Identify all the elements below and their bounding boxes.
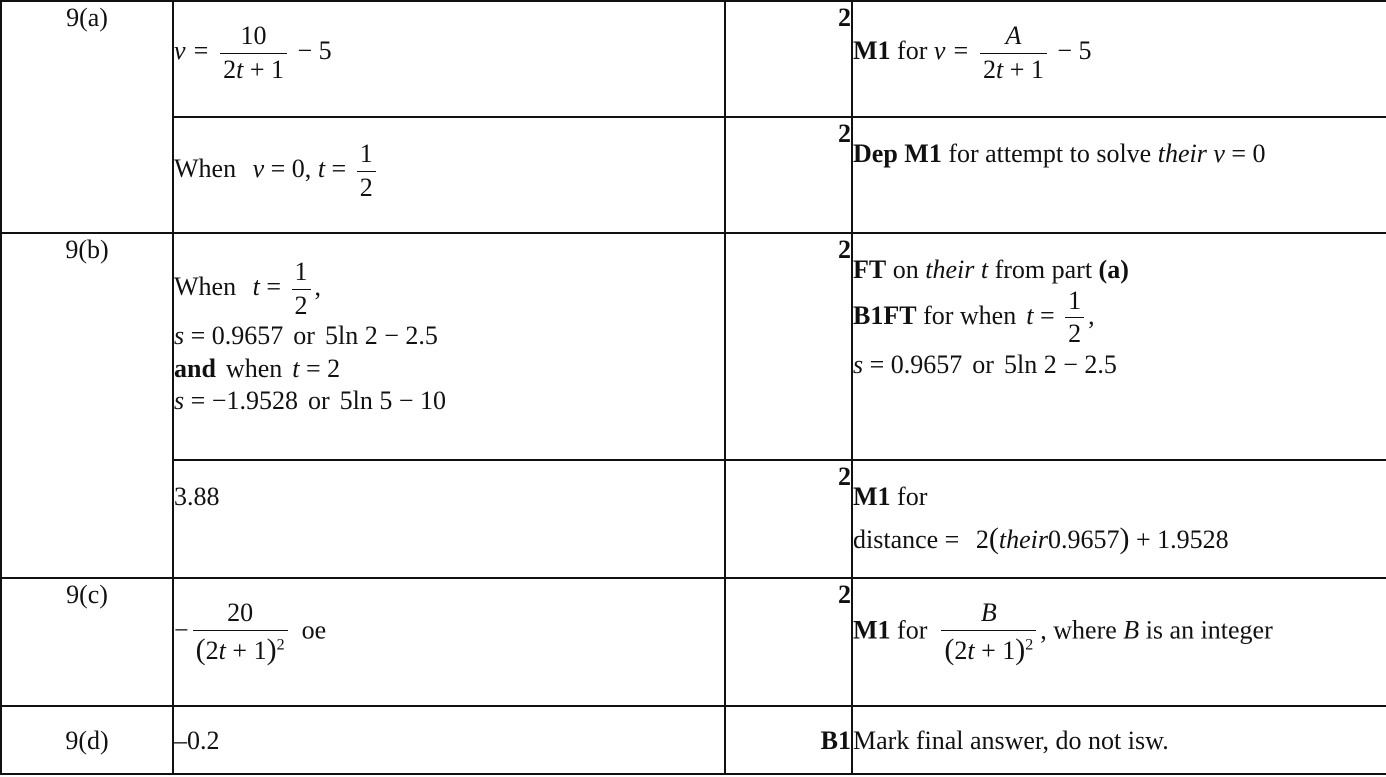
fraction-numerator: 1 [294, 257, 308, 286]
alt-value: 5ln 2 − 2.5 [1003, 349, 1117, 379]
guidance-cell [852, 1, 1386, 117]
fraction-denominator: 2 [292, 289, 311, 321]
guidance-text: Mark final answer, do not isw. [853, 726, 1169, 755]
var-v: v [252, 154, 265, 184]
expr-const: + 1.9528 [1129, 524, 1229, 554]
question-number: 9(d) [65, 726, 109, 755]
expr-coef: 2 [975, 524, 989, 554]
question-cell [1, 1, 173, 233]
table-row [1, 578, 1386, 706]
guidance-cell [852, 578, 1386, 706]
value: = −1.9528 [184, 386, 298, 416]
answer-fraction [220, 22, 287, 84]
guidance-mark-code: Dep M1 [853, 139, 942, 168]
fraction-numerator: 20 [227, 598, 254, 627]
guidance-fraction [980, 22, 1047, 84]
answer-line [174, 258, 724, 320]
mark-cell [725, 460, 852, 578]
fraction-denominator: 2 [357, 171, 376, 203]
guidance-text: , where [1040, 615, 1124, 645]
answer-line [174, 353, 724, 386]
mark-cell [725, 706, 852, 774]
var-t: t [292, 353, 300, 383]
or-text: or [972, 349, 994, 379]
or-text: or [307, 386, 330, 416]
guidance-cell [852, 706, 1386, 774]
answer-prefix: When [174, 272, 237, 302]
fraction-denominator [220, 53, 287, 85]
answer-prefix: When [174, 154, 237, 184]
guidance-mark-code: M1 [853, 482, 891, 511]
den-coef: 2 [954, 635, 968, 665]
guidance-line [853, 481, 1386, 514]
expr-value: 0.9657 [1047, 524, 1120, 554]
guidance-fraction [941, 599, 1036, 666]
question-number: 9(b) [65, 235, 109, 264]
guidance-lhs: v = [933, 36, 970, 66]
question-cell [1, 578, 173, 706]
eq: = [325, 154, 347, 184]
guidance-their: their [998, 524, 1048, 554]
var-t: t [317, 154, 326, 184]
answer-value: 3.88 [174, 482, 220, 511]
den-var: t [218, 635, 226, 665]
mark-value: 2 [838, 119, 851, 148]
mark-cell [725, 1, 852, 117]
guidance-part-ref: (a) [1098, 255, 1129, 284]
table-row [1, 706, 1386, 774]
answer-value: –0.2 [174, 726, 220, 755]
guidance-line [853, 349, 1386, 382]
mark-value: 2 [838, 3, 851, 32]
guidance-line: distance = 2(their0.9657) + 1.9528 [853, 521, 1229, 555]
fraction-denominator: $(2t + 1)^2$ [193, 630, 288, 666]
den-coef: 2 [223, 54, 237, 84]
fraction-denominator: $(2t + 1)^2$ [941, 630, 1036, 666]
mark-value: B1 [820, 726, 851, 755]
guidance-text: for when [916, 300, 1017, 330]
answer-cell [173, 117, 725, 233]
value: = 0.9657 [184, 321, 284, 351]
den-const: + 1 [243, 54, 284, 84]
guidance-cell [852, 233, 1386, 460]
den-coef: 2 [205, 635, 219, 665]
guidance-mark-code: M1 [853, 615, 891, 645]
den-var: t [995, 54, 1004, 84]
eq: = [259, 272, 281, 302]
question-number: 9(a) [66, 3, 108, 32]
eq: = [1033, 300, 1055, 330]
comma: , [314, 272, 321, 302]
mark-value: 2 [838, 462, 851, 491]
answer-cell [173, 578, 725, 706]
guidance-cell [852, 460, 1386, 578]
var-t: t [252, 272, 260, 302]
oe-text: oe [301, 615, 327, 645]
comma: , [1088, 300, 1095, 330]
minus-sign: − [174, 615, 189, 645]
fraction-numerator: 1 [359, 139, 373, 168]
den-exponent: 2 [1025, 635, 1034, 653]
table-row [1, 1, 1386, 117]
den-exponent: 2 [276, 635, 285, 653]
var-b: B [1123, 615, 1140, 645]
guidance-mark-code: M1 [853, 36, 891, 66]
mark-value: 2 [838, 580, 851, 609]
den-var: t [236, 54, 244, 84]
fraction-numerator: 10 [240, 21, 267, 50]
question-cell [1, 233, 173, 578]
answer-cell [173, 1, 725, 117]
guidance-text: for [890, 36, 934, 66]
eq-zero: = 0, [264, 154, 312, 184]
guidance-line [853, 254, 1386, 287]
guidance-text: for attempt to solve [941, 139, 1158, 168]
mark-cell [725, 233, 852, 460]
answer-fraction [357, 140, 376, 202]
guidance-text: is an integer [1139, 615, 1273, 645]
alt-value: 5ln 2 − 2.5 [324, 321, 438, 351]
mark-value: 2 [838, 235, 851, 264]
answer-cell [173, 460, 725, 578]
fraction-denominator: 2 [1065, 317, 1084, 349]
guidance-text: for [890, 615, 928, 645]
answer-cell [173, 706, 725, 774]
fraction-denominator [980, 53, 1047, 85]
den-var: t [967, 635, 975, 665]
guidance-text: for [890, 482, 928, 511]
value: = 2 [299, 353, 341, 383]
den-const: + 1 [974, 635, 1016, 665]
var-s: s [853, 349, 864, 379]
fraction-numerator: 1 [1068, 285, 1082, 315]
and-text: and [174, 353, 216, 383]
answer-tail: − 5 [297, 36, 332, 66]
var-t: t [1026, 300, 1034, 330]
answer-cell [173, 233, 725, 460]
guidance-mark-code: B1FT [853, 300, 917, 330]
table-row [1, 117, 1386, 233]
distance-label: distance = [853, 524, 966, 554]
answer-fraction [292, 258, 311, 320]
question-cell [1, 706, 173, 774]
guidance-text-end: = 0 [1224, 139, 1266, 168]
guidance-fraction [1065, 287, 1084, 349]
guidance-their: their [1157, 139, 1207, 168]
answer-fraction [193, 599, 288, 666]
table-row [1, 233, 1386, 460]
when-text: when [225, 353, 283, 383]
den-coef: 2 [982, 54, 996, 84]
den-const: + 1 [225, 635, 267, 665]
guidance-text: on [886, 255, 926, 284]
table-row [1, 460, 1386, 578]
guidance-mark-code: FT [853, 255, 887, 284]
den-const: + 1 [1003, 54, 1044, 84]
guidance-var: v [1206, 139, 1225, 168]
fraction-numerator: B [980, 598, 997, 627]
guidance-text: from part [988, 255, 1099, 284]
answer-line [174, 320, 724, 353]
guidance-tail: − 5 [1057, 36, 1092, 66]
mark-cell [725, 578, 852, 706]
or-text: or [293, 321, 315, 351]
guidance-line [853, 287, 1386, 349]
answer-lhs: v = [174, 36, 210, 66]
fraction-numerator: A [1005, 21, 1022, 50]
answer-line [174, 385, 724, 418]
value: = 0.9657 [863, 349, 963, 379]
mark-cell [725, 117, 852, 233]
var-s: s [174, 321, 185, 351]
var-s: s [174, 386, 185, 416]
alt-value: 5ln 5 − 10 [339, 386, 447, 416]
question-number: 9(c) [66, 580, 108, 609]
guidance-their: their t [925, 255, 989, 284]
guidance-cell [852, 117, 1386, 233]
